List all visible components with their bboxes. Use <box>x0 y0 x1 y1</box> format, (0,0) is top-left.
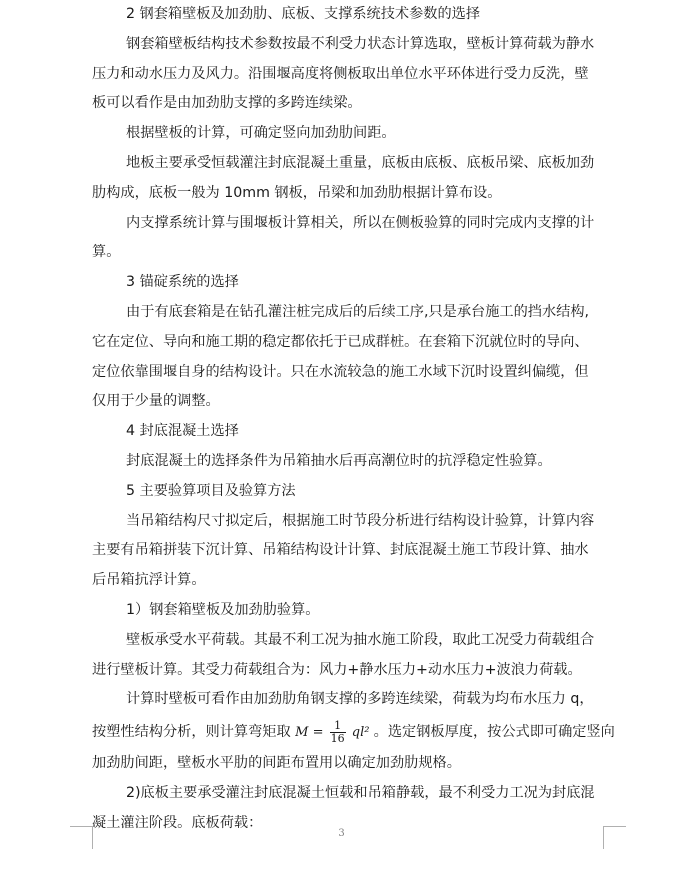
text-line: 根据壁板的计算，可确定竖向加劲肋间距。 <box>126 125 396 142</box>
section-heading-4: 4 封底混凝土选择 <box>126 423 239 440</box>
formula-lhs: M = <box>295 725 324 741</box>
text-line: 壁板承受水平荷载。其最不利工况为抽水施工阶段，取此工况受力荷载组合 <box>126 631 595 648</box>
body-text <box>92 0 615 839</box>
text-line: 加劲肋间距，壁板水平肋的间距布置用以确定加劲肋规格。 <box>92 755 461 772</box>
formula-fraction <box>330 720 346 745</box>
text-line: 肋构成，底板一般为 10mm 钢板，吊梁和加劲肋根据计算布设。 <box>92 184 502 201</box>
formula-rhs: ql² <box>351 725 370 741</box>
text-line: 主要有吊箱拼装下沉计算、吊箱结构设计计算、封底混凝土施工节段计算、抽水 <box>92 542 589 559</box>
text-line: 计算时壁板可看作由加劲肋角钢支撑的多跨连续梁，荷载为均布水压力 q， <box>126 691 594 708</box>
moment-formula <box>295 719 373 746</box>
text-line: 地板主要承受恒载灌注封底混凝土重量，底板由底板、底板吊梁、底板加劲 <box>126 154 595 171</box>
text-line: 由于有底套箱是在钻孔灌注桩完成后的后续工序,只是承台施工的挡水结构, <box>126 303 590 320</box>
text-line: 定位依靠围堰自身的结构设计。只在水流较急的施工水域下沉时设置纠偏缆，但 <box>92 363 589 380</box>
page-number: 3 <box>338 828 345 839</box>
text-line: 进行壁板计算。其受力荷载组合为：风力+静水压力+动水压力+波浪力荷载。 <box>92 661 582 678</box>
text-line: 后吊箱抗浮计算。 <box>92 572 206 589</box>
formula-trail-text: 。选定钢板厚度，按公式即可确定竖向 <box>373 724 615 741</box>
text-line: 钢套箱壁板结构技术参数按最不利受力状态计算选取，壁板计算荷载为静水 <box>126 35 595 52</box>
formula-denominator: 16 <box>330 732 345 746</box>
text-line: 压力和动水压力及风力。沿围堰高度将侧板取出单位水平环体进行受力反洗，壁 <box>92 65 589 82</box>
formula-numerator: 1 <box>330 720 346 733</box>
subsection-heading-1: 1）钢套箱壁板及加劲肋验算。 <box>126 601 320 618</box>
formula-lead-text: 按塑性结构分析，则计算弯矩取 <box>92 724 291 741</box>
text-line: 仅用于少量的调整。 <box>92 393 220 410</box>
section-heading-5: 5 主要验算项目及验算方法 <box>126 482 296 499</box>
text-line: 它在定位、导向和施工期的稳定都依托于已成群桩。在套箱下沉就位时的导向、 <box>92 333 589 350</box>
text-line: 算。 <box>92 244 121 261</box>
formula-line <box>92 715 615 749</box>
subsection-heading-2: 2)底板主要承受灌注封底混凝土恒载和吊箱静载，最不利受力工况为封底混 <box>126 784 595 801</box>
text-line: 内支撑系统计算与围堰板计算相关，所以在侧板验算的同时完成内支撑的计 <box>126 214 595 231</box>
text-line: 板可以看作是由加劲肋支撑的多跨连续梁。 <box>92 95 362 112</box>
text-line: 凝土灌注阶段。底板荷载： <box>92 814 263 831</box>
text-line: 当吊箱结构尺寸拟定后，根据施工时节段分析进行结构设计验算，计算内容 <box>126 512 595 529</box>
section-heading-2: 2 钢套箱壁板及加劲肋、底板、支撑系统技术参数的选择 <box>126 6 481 22</box>
text-line: 封底混凝土的选择条件为吊箱抽水后再高潮位时的抗浮稳定性验算。 <box>126 452 552 469</box>
section-heading-3: 3 锚碇系统的选择 <box>126 274 239 291</box>
